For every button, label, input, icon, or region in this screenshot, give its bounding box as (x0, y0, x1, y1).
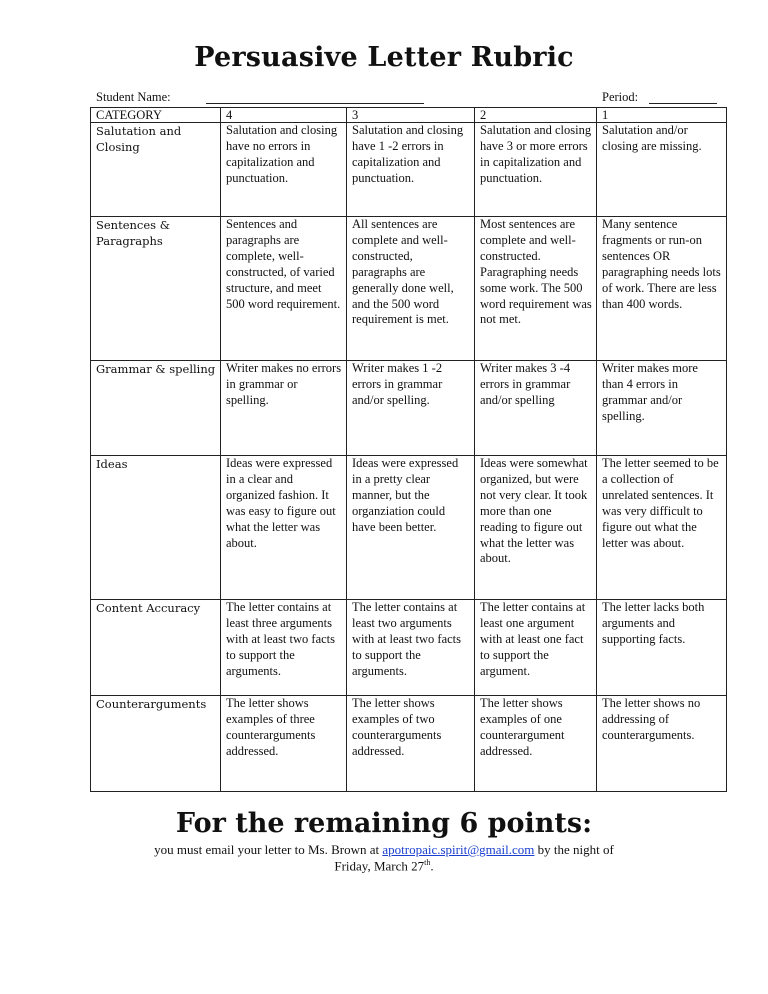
table-cell: Sentences and paragraphs are complete, well-constructed, of varied structure, and meet 500 word requirement. (221, 217, 347, 361)
table-row (91, 361, 727, 456)
table-row (91, 123, 727, 217)
period-label: Period: (602, 90, 639, 104)
footer-deadline (0, 858, 768, 874)
period-field[interactable] (649, 103, 717, 104)
table-cell: Writer makes 3 -4 errors in grammar and/or spelling (475, 361, 597, 456)
footer-instruction (0, 842, 768, 858)
student-info-row (96, 90, 721, 108)
row-category: Sentences & Paragraphs (91, 217, 221, 361)
table-cell: Ideas were expressed in a pretty clear manner, but the organziation could have been better. (347, 456, 475, 600)
page-title: Persuasive Letter Rubric (194, 42, 574, 73)
table-cell: Most sentences are complete and well-constructed. Paragraphing needs some work. The 500 word requirement was not met. (475, 217, 597, 361)
table-cell: Many sentence fragments or run-on sentences OR paragraphing needs lots of work. There are less than 400 words. (597, 217, 727, 361)
table-header-row (91, 108, 727, 123)
table-cell: Ideas were somewhat organized, but were not very clear. It took more than one reading to figure out what the letter was about. (475, 456, 597, 600)
table-cell: All sentences are complete and well-constructed, paragraphs are generally done well, and the 500 word requirement is met. (347, 217, 475, 361)
table-cell: Salutation and closing have 1 -2 errors in capitalization and punctuation. (347, 123, 475, 217)
row-category: Grammar & spelling (91, 361, 221, 456)
row-category: Counterarguments (91, 696, 221, 792)
column-header-4: 4 (221, 108, 347, 123)
table-cell: The letter shows no addressing of counterarguments. (597, 696, 727, 792)
table-cell: The letter contains at least one argument with at least one fact to support the argument. (475, 600, 597, 696)
table-row (91, 456, 727, 600)
table-row (91, 217, 727, 361)
table-cell: Writer makes 1 -2 errors in grammar and/or spelling. (347, 361, 475, 456)
table-cell: The letter contains at least two arguments with at least two facts to support the arguments. (347, 600, 475, 696)
column-header-category: CATEGORY (91, 108, 221, 123)
column-header-3: 3 (347, 108, 475, 123)
table-cell: Writer makes more than 4 errors in grammar and/or spelling. (597, 361, 727, 456)
email-link[interactable]: apotropaic.spirit@gmail.com (382, 842, 535, 857)
table-cell: The letter shows examples of two counterarguments addressed. (347, 696, 475, 792)
table-cell: The letter lacks both arguments and supporting facts. (597, 600, 727, 696)
row-category: Salutation and Closing (91, 123, 221, 217)
footer-text-before: you must email your letter to Ms. Brown at (154, 842, 380, 857)
table-row (91, 600, 727, 696)
table-cell: The letter shows examples of one counterargument addressed. (475, 696, 597, 792)
footer-text-after: by the night of (537, 842, 614, 857)
column-header-2: 2 (475, 108, 597, 123)
deadline-date: Friday, March 27 (334, 858, 425, 874)
column-header-1: 1 (597, 108, 727, 123)
table-cell: The letter contains at least three arguments with at least two facts to support the arguments. (221, 600, 347, 696)
deadline-period: . (430, 858, 434, 874)
table-cell: Salutation and closing have no errors in capitalization and punctuation. (221, 123, 347, 217)
rubric-table (90, 107, 727, 792)
table-cell: Salutation and/or closing are missing. (597, 123, 727, 217)
row-category: Ideas (91, 456, 221, 600)
table-cell: The letter seemed to be a collection of unrelated sentences. It was very difficult to figure out what the letter was about. (597, 456, 727, 600)
table-cell: Ideas were expressed in a clear and organized fashion. It was easy to figure out what the letter was about. (221, 456, 347, 600)
student-name-label: Student Name: (96, 90, 171, 104)
footer-heading: For the remaining 6 points: (175, 808, 593, 839)
table-cell: Salutation and closing have 3 or more errors in capitalization and punctuation. (475, 123, 597, 217)
row-category: Content Accuracy (91, 600, 221, 696)
table-cell: The letter shows examples of three counterarguments addressed. (221, 696, 347, 792)
student-name-field[interactable] (206, 103, 424, 104)
table-row (91, 696, 727, 792)
date-suffix: th (424, 858, 431, 867)
table-cell: Writer makes no errors in grammar or spelling. (221, 361, 347, 456)
